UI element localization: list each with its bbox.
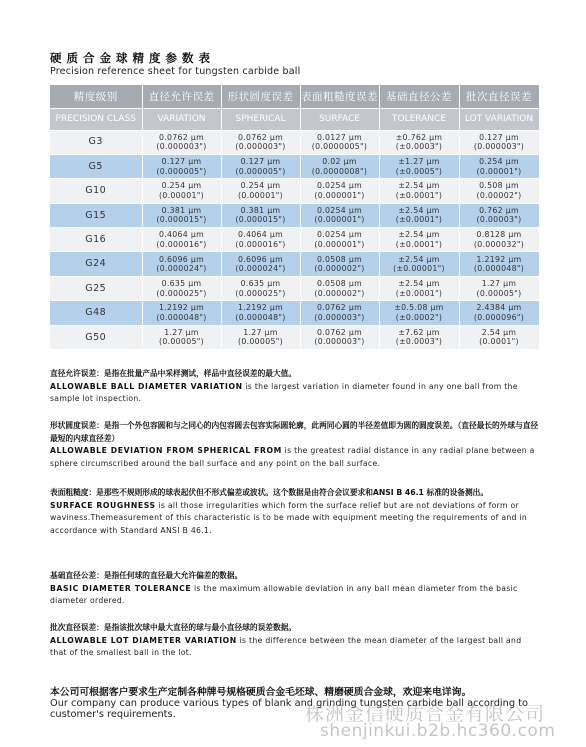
table-cell: 0.508 μm (0.00002") bbox=[459, 179, 539, 203]
watermark-url: shenjinkui.b2b.hc360.com bbox=[320, 721, 556, 741]
table-row bbox=[50, 276, 539, 300]
table-cell: 0.0762 μm (0.000003") bbox=[221, 130, 300, 154]
table-cell: 0.0762 μm (0.000003") bbox=[300, 301, 379, 325]
col-header-spherical-en: SPHERICAL bbox=[221, 108, 300, 130]
definition-zh: 直径允许误差：是指在批量产品中采样测试，样品中直径误差的最大值。 bbox=[50, 369, 297, 378]
table-cell: 2.4384 μm (0.000096") bbox=[459, 301, 539, 325]
definition-lot bbox=[50, 622, 540, 660]
col-header-variation-en: VARIATION bbox=[142, 108, 221, 130]
definition-zh: 批次直径误差：是指该批次球中最大直径的球与最小直径球的误差数据。 bbox=[50, 623, 297, 632]
table-cell: 0.0254 μm (0.000001") bbox=[300, 228, 379, 252]
definition-body: is the largest variation in diameter found in any one ball from the sample lot inspection. bbox=[50, 381, 518, 403]
table-cell: ±2.54 μm (±0.0001") bbox=[379, 203, 459, 227]
col-header-surface: 表面粗糙度误差 bbox=[300, 85, 379, 108]
header-row-en bbox=[50, 108, 539, 130]
table-row bbox=[50, 325, 539, 349]
col-header-tolerance: 基础直径公差 bbox=[379, 85, 459, 108]
table-cell: 0.127 μm (0.000003") bbox=[459, 130, 539, 154]
table-cell: 0.635 μm (0.000025") bbox=[142, 276, 221, 300]
definition-variation bbox=[50, 368, 540, 406]
table-cell: 0.02 μm (0.0000008") bbox=[300, 154, 379, 178]
table-cell: 0.0762 μm (0.000003") bbox=[300, 325, 379, 349]
grade-cell: G10 bbox=[50, 179, 142, 203]
col-header-tolerance-en: TOLERANCE bbox=[379, 108, 459, 130]
closing-statement-en: Our company can produce various types of blank and grinding tungsten carbide ball according to customer's requirements. bbox=[50, 698, 529, 720]
table-cell: 0.254 μm (0.00001") bbox=[221, 179, 300, 203]
page-title-zh: 硬质合金球精度参数表 bbox=[50, 51, 215, 65]
table-cell: ±0.5.08 μm (±0.0002") bbox=[379, 301, 459, 325]
closing-statement-zh: 本公司可根据客户要求生产定制各种牌号规格硬质合金毛坯球、精磨硬质合金球，欢迎来电详询。 bbox=[50, 687, 472, 698]
table-row bbox=[50, 130, 539, 154]
table-cell: 0.762 μm (0.00003") bbox=[459, 203, 539, 227]
table-cell: 0.127 μm (0.000005") bbox=[142, 154, 221, 178]
definition-term: ALLOWABLE BALL DIAMETER VARIATION bbox=[50, 381, 243, 391]
definition-term: ALLOWABLE DEVIATION FROM SPHERICAL FROM bbox=[50, 446, 282, 455]
definition-zh: 基础直径公差：是指任何球的直径最大允许偏差的数据。 bbox=[50, 571, 243, 580]
table-cell: 0.0254 μm (0.000001") bbox=[300, 179, 379, 203]
definition-term: SURFACE ROUGHNESS bbox=[50, 500, 156, 510]
col-header-grade: 精度级别 bbox=[50, 85, 142, 108]
grade-cell: G15 bbox=[50, 203, 142, 227]
grade-cell: G24 bbox=[50, 252, 142, 276]
table-cell: 0.0254 μm (0.000001") bbox=[300, 203, 379, 227]
table-cell: ±0.762 μm (±0.0003") bbox=[379, 130, 459, 154]
table-cell: 0.254 μm (0.00001") bbox=[142, 179, 221, 203]
col-header-grade-en: PRECISION CLASS bbox=[50, 108, 142, 130]
table-cell: 0.127 μm (0.000005") bbox=[221, 154, 300, 178]
table-cell: 0.6096 μm (0.000024") bbox=[142, 252, 221, 276]
table-row bbox=[50, 154, 539, 178]
table-cell: ±2.54 μm (±0.0001") bbox=[379, 276, 459, 300]
definition-body: is all those irregularities which form the surface relief but are not deviations of form or waviness.Themeasurement of this characteristic is to be made with equipment meeting the requirements of and in accordance with Standard ANSI B 46.1. bbox=[50, 500, 528, 535]
table-cell: 0.381 μm (0.000015") bbox=[221, 203, 300, 227]
table-row bbox=[50, 301, 539, 325]
table-cell: 0.381 μm (0.000015") bbox=[142, 203, 221, 227]
definition-body: is the greatest radial distance in any radial plane between a sphere circumscribed around the ball surface and any point on the ball surface. bbox=[50, 446, 535, 468]
table-row bbox=[50, 252, 539, 276]
table-row bbox=[50, 228, 539, 252]
table-cell: 0.254 μm (0.00001") bbox=[459, 154, 539, 178]
definition-tolerance bbox=[50, 570, 540, 608]
col-header-surface-en: SURFACE bbox=[300, 108, 379, 130]
col-header-lot-en: LOT VARIATION bbox=[459, 108, 539, 130]
table-cell: 1.2192 μm (0.000048") bbox=[459, 252, 539, 276]
grade-cell: G16 bbox=[50, 228, 142, 252]
definition-surface bbox=[50, 487, 540, 537]
table-row bbox=[50, 203, 539, 227]
definition-body: is the maximum allowable deviation in any ball mean diameter from the basic diameter ordered. bbox=[50, 583, 518, 605]
definition-zh: 形状圆度误差：是指一个外包容圆和与之同心的内包容圆去包容实际圆轮廓，此两同心圆的半径差值即为圆的圆度误差。（直径最长的外球与直径最短的内球直径差） bbox=[50, 421, 539, 443]
col-header-variation: 直径允许误差 bbox=[142, 85, 221, 108]
grade-cell: G50 bbox=[50, 325, 142, 349]
table-cell: 1.27 μm (0.00005") bbox=[459, 276, 539, 300]
definition-body: is the difference between the mean diameter of the largest ball and that of the smallest ball in the lot. bbox=[50, 635, 522, 657]
col-header-spherical: 形状圆度误差 bbox=[221, 85, 300, 108]
definition-term: ALLOWABLE LOT DIAMETER VARIATION bbox=[50, 635, 237, 645]
table-cell: 1.27 μm (0.00005") bbox=[142, 325, 221, 349]
grade-cell: G3 bbox=[50, 130, 142, 154]
table-cell: 0.8128 μm (0.000032") bbox=[459, 228, 539, 252]
table-cell: 0.6096 μm (0.000024") bbox=[221, 252, 300, 276]
table-cell: 1.27 μm (0.00005") bbox=[221, 325, 300, 349]
table-row bbox=[50, 179, 539, 203]
table-cell: 0.4064 μm (0.000016") bbox=[221, 228, 300, 252]
table-cell: 1.2192 μm (0.000048") bbox=[142, 301, 221, 325]
precision-table bbox=[50, 85, 540, 350]
table-cell: ±2.54 μm (±0.0001") bbox=[379, 228, 459, 252]
definition-spherical bbox=[50, 420, 540, 470]
grade-cell: G25 bbox=[50, 276, 142, 300]
watermark-company: 株洲金信硬质合金有限公司 bbox=[305, 703, 546, 725]
table-cell: 0.4064 μm (0.000016") bbox=[142, 228, 221, 252]
page-title-en: Precision reference sheet for tungsten carbide ball bbox=[50, 66, 301, 77]
definition-term: BASIC DIAMETER TOLERANCE bbox=[50, 583, 192, 593]
col-header-lot: 批次直径误差 bbox=[459, 85, 539, 108]
table-cell: 2.54 μm (0.0001") bbox=[459, 325, 539, 349]
definition-zh: 表面粗糙度：是那些不规则形成的球表起伏但不形式偏差或波状。这个数据是由符合会议要求和ANSI B 46.1 标准的设备测出。 bbox=[50, 488, 489, 497]
grade-cell: G48 bbox=[50, 301, 142, 325]
table-cell: ±7.62 μm (±0.0003") bbox=[379, 325, 459, 349]
table-cell: 0.0762 μm (0.000003") bbox=[142, 130, 221, 154]
table-cell: 0.635 μm (0.000025") bbox=[221, 276, 300, 300]
grade-cell: G5 bbox=[50, 154, 142, 178]
table-cell: ±1.27 μm (±0.0005") bbox=[379, 154, 459, 178]
table-cell: 1.2192 μm (0.000048") bbox=[221, 301, 300, 325]
table-cell: 0.0508 μm (0.000002") bbox=[300, 252, 379, 276]
table-cell: ±2.54 μm (±0.00001") bbox=[379, 252, 459, 276]
table-cell: ±2.54 μm (±0.0001") bbox=[379, 179, 459, 203]
table-cell: 0.0508 μm (0.000002") bbox=[300, 276, 379, 300]
header-row-zh bbox=[50, 85, 539, 108]
table-cell: 0.0127 μm (0.0000005") bbox=[300, 130, 379, 154]
